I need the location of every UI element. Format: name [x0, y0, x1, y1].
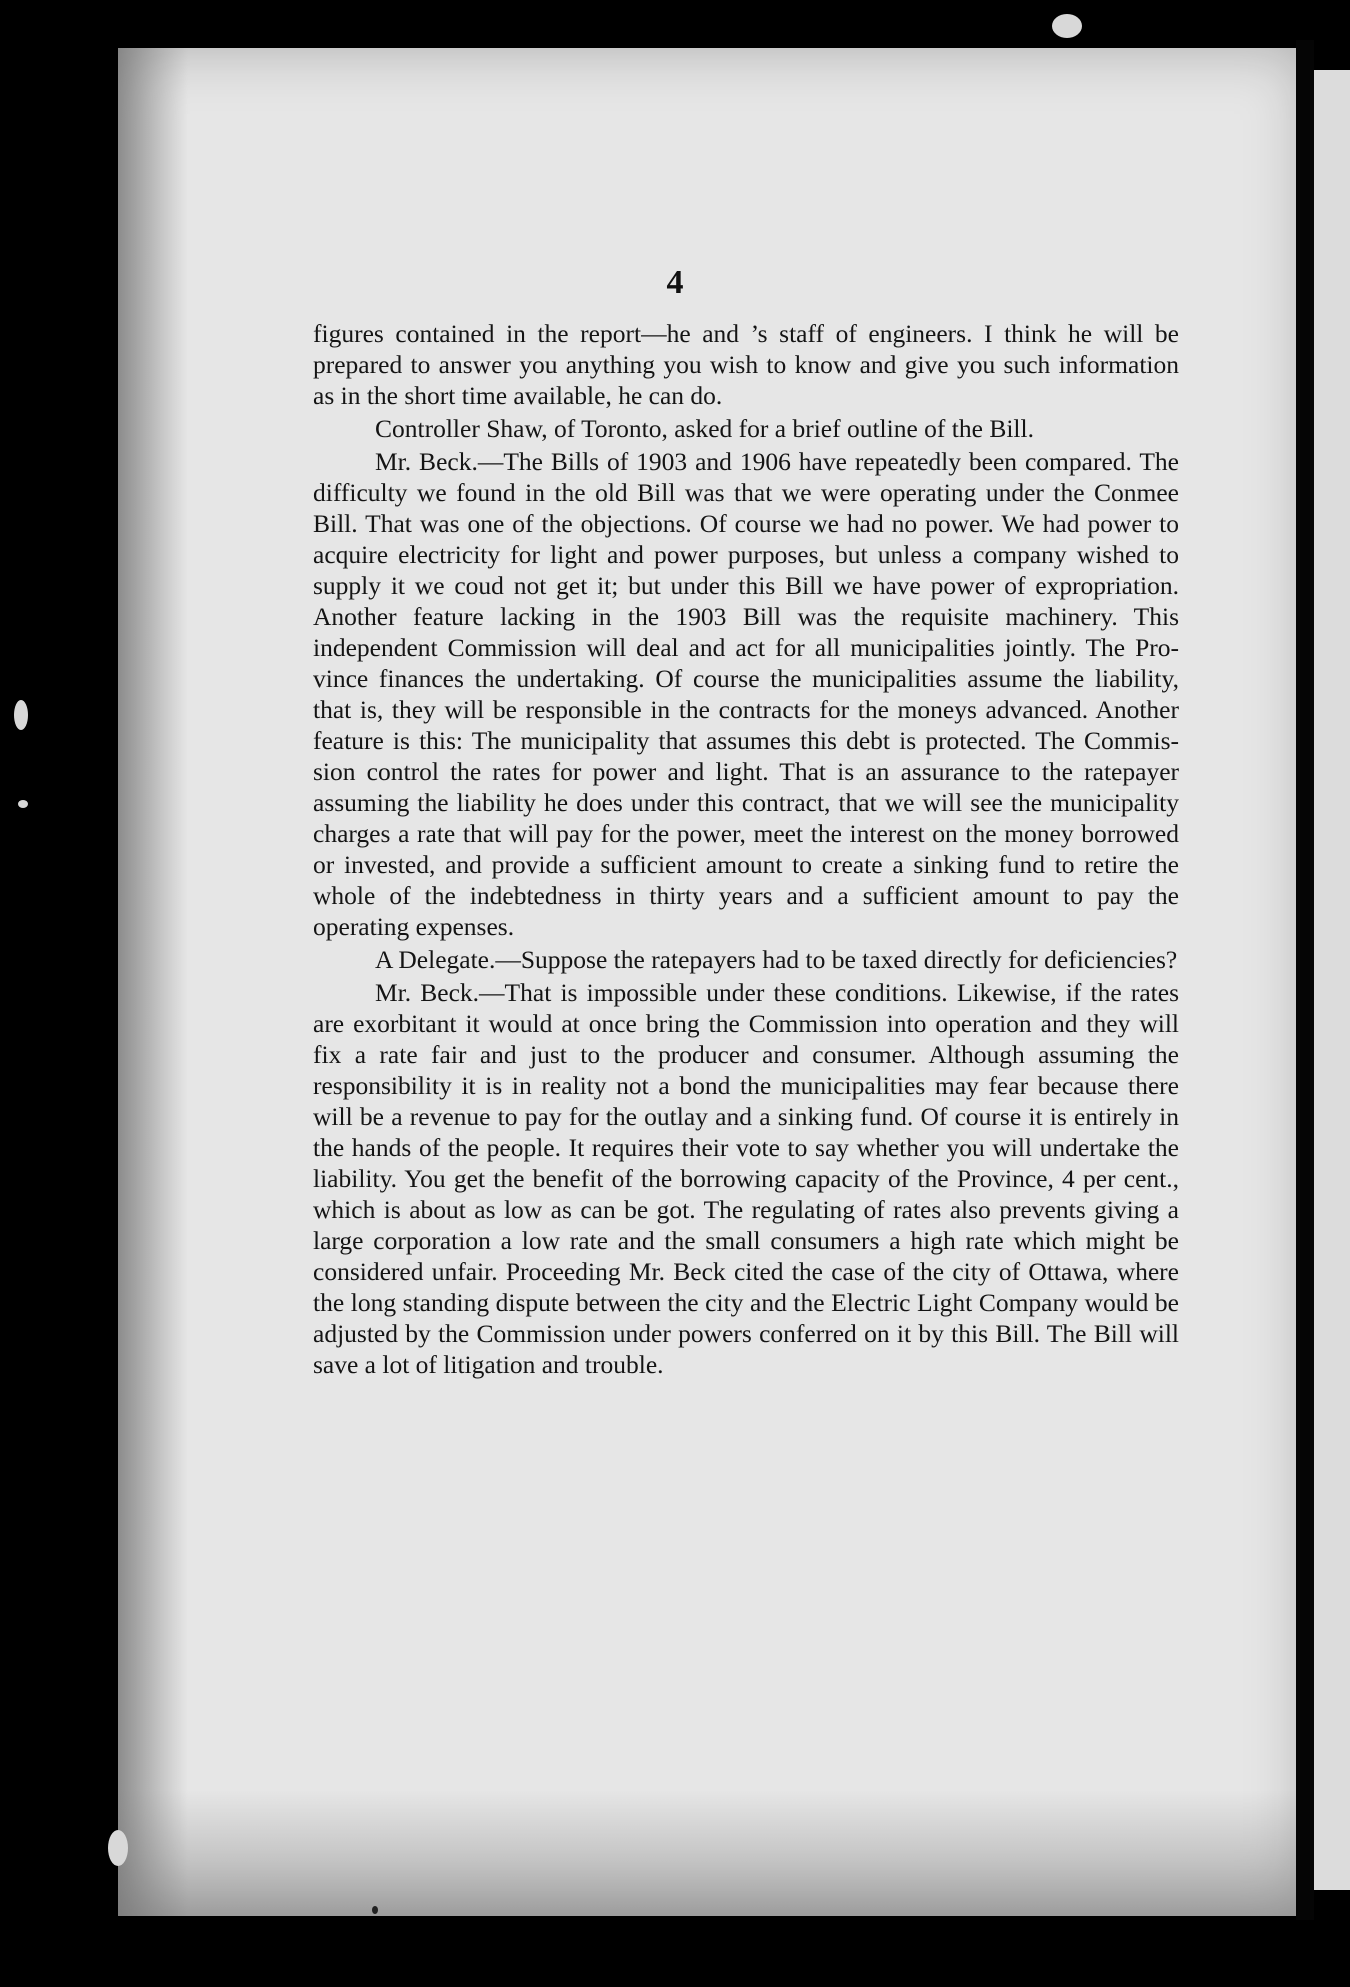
paragraph: Mr. Beck.—That is impossible under these conditions. Likewise, if the rates are exorbitant it would at once bring the Commission into operation and they will fix a rate fair and just to the producer and consumer. Although assuming the responsibility it is in reality not a bond the municipalities may fear because there will be a revenue to pay for the outlay and a sinking fund. Of course it is entirely in the hands of the people. It requires their vote to say whether you will undertake the liability. You get the benefit of the borrowing capacity of the Province, 4 per cent., which is about as low as can be got. The regulating of rates also prevents giving a large corporation a low rate and the small consumers a high rate which might be considered unfair. Proceeding Mr. Beck cited the case of the city of Ottawa, where the long standing dispute between the city and the Electric Light Company would be adjusted by the Commission under powers conferred on it by this Bill. The Bill will save a lot of litigation and trouble. [313, 978, 1179, 1379]
next-page-edge [1314, 70, 1350, 1890]
page-shadow-bottom [118, 1790, 1306, 1916]
scan-speck [108, 1830, 128, 1866]
body-text [313, 318, 1179, 1382]
scan-speck [18, 800, 28, 808]
paragraph: Controller Shaw, of Toronto, asked for a brief outline of the Bill. [375, 414, 1034, 443]
paragraph: Mr. Beck.—The Bills of 1903 and 1906 have repeatedly been compared. The difficulty we found in the old Bill was that we were operating under the Conmee Bill. That was one of the objections. Of course we had no power. We had power to acquire electricity for light and power purposes, but unless a company wished to supply it we coud not get it; but under this Bill we have power of expropriation. Another feature lacking in the 1903 Bill was the requisite machinery. This independent Commission will deal and act for all municipalities jointly. The Province finances the undertaking. Of course the municipalities assume the liability, that is, they will be responsible in the contracts for the moneys advanced. Another feature is this: The municipality that assumes this debt is protected. The Commission control the rates for power and light. That is an assurance to the ratepayer assuming the liability he does under this contract, that we will see the municipality charges a rate that will pay for the power, meet the interest on the money borrowed or invested, and provide a sufficient amount to create a sinking fund to retire the whole of the indebtedness in thirty years and a sufficient amount to pay the operating expenses. [313, 447, 1179, 941]
scan-speck [372, 1906, 378, 1914]
paragraph: A Delegate.—Suppose the ratepayers had to be taxed directly for deficiencies? [375, 945, 1178, 974]
scan-speck [1052, 14, 1082, 38]
page-number: 4 [666, 264, 684, 301]
scan-speck [14, 700, 28, 730]
page-shadow-left [118, 48, 188, 1916]
paragraph: figures contained in the report—he and ’s staff of engineers. I think he will be prepared to answer you anything you wish to know and give you such information as in the short time available, he can do. [313, 319, 1179, 410]
book-gutter [1296, 40, 1314, 1920]
